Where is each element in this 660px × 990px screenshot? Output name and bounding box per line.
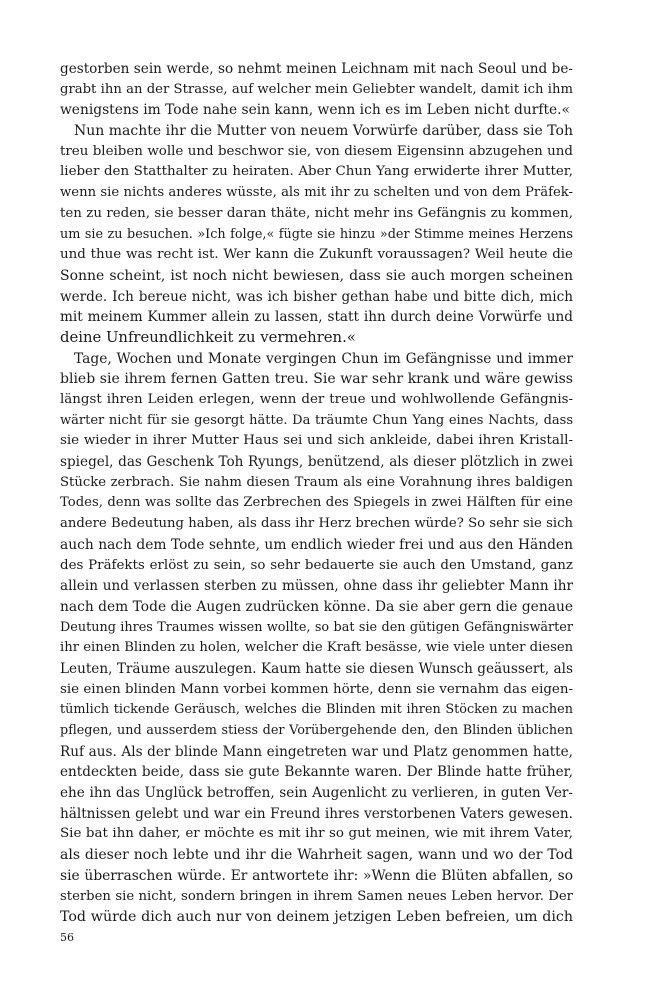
text-line: sterben sie nicht, sondern bringen in ihrem Samen neues Leben hervor. Der (60, 888, 573, 904)
text-line: des Präfekts erlöst zu sein, so sehr bedauerte sie auch den Umstand, ganz (60, 557, 573, 573)
text-line: nach dem Tode die Augen zudrücken könne. Da sie aber gern die genaue (60, 598, 573, 615)
text-line: Sonne scheint, ist noch nicht bewiesen, dass sie auch morgen scheinen (60, 267, 573, 284)
text-line: Tage, Wochen und Monate vergingen Chun im Gefängnisse und immer (74, 350, 573, 367)
text-line: grabt ihn an der Strasse, auf welcher mein Geliebter wandelt, damit ich ihm (60, 81, 573, 97)
text-line: ehe ihn das Unglück betroffen, sein Augenlicht zu verlieren, in guten Ver- (60, 785, 573, 802)
text-line: ten zu reden, sie besser daran thäte, nicht mehr ins Gefängnis zu kommen, (60, 205, 573, 221)
text-line: allein und verlassen sterben zu müssen, ohne dass ihr geliebter Mann ihr (60, 578, 573, 595)
text-line: werde. Ich bereue nicht, was ich bisher gethan habe und bitte dich, mich (60, 288, 573, 305)
text-line: hältnissen gelebt und war ein Freund ihres verstorbenen Vaters gewesen. (60, 805, 573, 822)
text-line: Todes, denn was sollte das Zerbrechen des Spiegels in zwei Hälften für eine (60, 495, 573, 511)
paragraph-3 (60, 349, 573, 928)
text-line: deine Unfreundlichkeit zu vermehren.« (60, 328, 356, 346)
page-body (60, 59, 573, 928)
paragraph-1 (60, 59, 573, 121)
text-line: spiegel, das Geschenk Toh Ryungs, benützend, als dieser plötzlich in zwei (60, 454, 573, 471)
text-line: treu bleiben wolle und beschwor sie, von diesem Eigensinn abzugehen und (60, 143, 573, 159)
text-line: tümlich tickende Geräusch, welches die Blinden mit ihren Stöcken zu machen (60, 702, 573, 718)
text-line: sie überraschen würde. Er antwortete ihr: »Wenn die Blüten abfallen, so (60, 867, 573, 884)
text-line: gestorben sein werde, so nehmt meinen Leichnam mit nach Seoul und be- (60, 61, 573, 77)
text-line: um sie zu besuchen. »Ich folge,« fügte sie hinzu »der Stimme meines Herzens (60, 226, 573, 242)
text-line: und thue was recht ist. Wer kann die Zukunft voraussagen? Weil heute die (60, 247, 573, 263)
text-line: entdeckten beide, dass sie gute Bekannte waren. Der Blinde hatte früher, (60, 764, 573, 781)
text-line: ihr einen Blinden zu holen, welcher die Kraft besässe, wie viele unter diesen (60, 640, 574, 656)
text-line: sie wieder in ihrer Mutter Haus sei und sich ankleide, dabei ihren Kristall- (60, 433, 573, 449)
text-line: pflegen, und ausserdem stiess der Vorübergehende den, den Blinden üblichen (60, 723, 573, 738)
page-number: 56 (60, 931, 74, 944)
text-line: als dieser noch lebte und ihr die Wahrheit sagen, wann und wo der Tod (60, 847, 573, 864)
text-line: blieb sie ihrem fernen Gatten treu. Sie war sehr krank und wäre gewiss (60, 371, 573, 388)
text-line: wärter nicht für sie gesorgt hätte. Da träumte Chun Yang eines Nachts, dass (60, 412, 573, 428)
text-line: Sie bat ihn daher, er möchte es mit ihr so gut meinen, wie mit ihrem Vater, (60, 826, 573, 842)
text-line: wenigstens im Tode nahe sein kann, wenn ich es im Leben nicht durfte.« (60, 102, 570, 119)
text-line: Nun machte ihr die Mutter von neuem Vorwürfe darüber, dass sie Toh (74, 123, 573, 140)
text-line: Leuten, Träume auszulegen. Kaum hatte sie diesen Wunsch geäussert, als (60, 660, 573, 677)
paragraph-2 (60, 121, 573, 349)
text-line: Ruf aus. Als der blinde Mann eingetreten war und Platz genommen hatte, (60, 743, 573, 760)
text-line: mit meinem Kummer allein zu lassen, statt ihn durch deine Vorwürfe und (60, 309, 573, 326)
text-line: Deutung ihres Traumes wissen wollte, so bat sie den gütigen Gefängniswärter (60, 619, 573, 635)
text-line: sie einen blinden Mann vorbei kommen hörte, denn sie vernahm das eigen- (60, 681, 573, 697)
text-line: wenn sie nichts anderes wüsste, als mit ihr zu schelten und von dem Präfek- (60, 185, 573, 201)
text-line: andere Bedeutung haben, als dass ihr Herz brechen würde? So sehr sie sich (60, 516, 573, 532)
text-line: Stücke zerbrach. Sie nahm diesen Traum als eine Vorahnung ihres baldigen (60, 474, 573, 490)
text-line: Tod würde dich auch nur von deinem jetzigen Leben befreien, um dich (60, 909, 573, 926)
text-line: lieber den Statthalter zu heiraten. Aber Chun Yang erwiderte ihrer Mutter, (60, 164, 573, 180)
text-line: längst ihren Leiden erlegen, wenn der treue und wohlwollende Gefängnis- (60, 392, 573, 407)
text-line: auch nach dem Tode sehnte, um endlich wieder frei und aus den Händen (60, 536, 573, 553)
